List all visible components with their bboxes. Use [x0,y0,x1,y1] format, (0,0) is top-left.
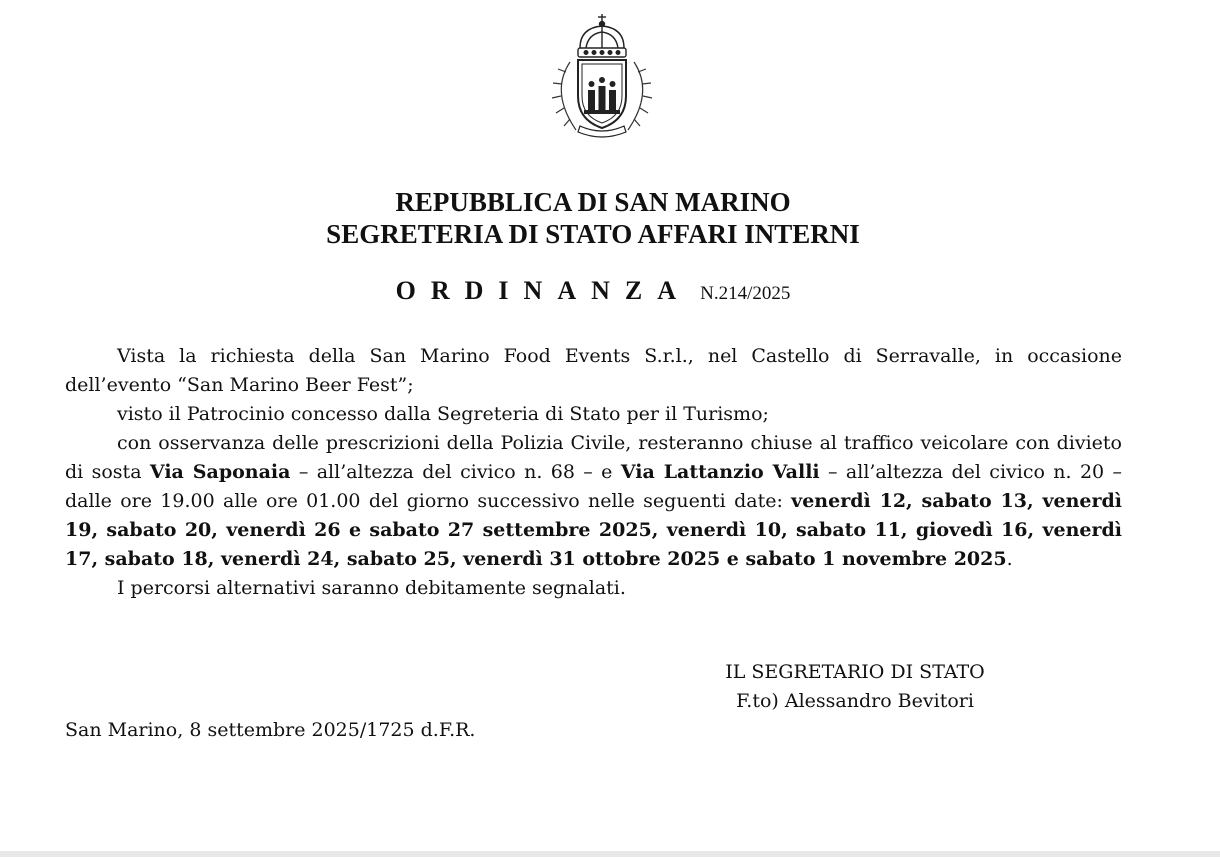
paragraph-detours: I percorsi alternativi saranno debitamente segnalati. [117,577,626,599]
san-marino-coat-of-arms-icon [546,12,658,140]
closure-dates: venerdì 12, sabato 13, venerdì 19, sabato 20, venerdì 26 e sabato 27 settembre 2025, venerdì 10, sabato 11, giovedì 16, venerdì 17, sabato 18, venerdì 24, sabato 25, venerdì 31 ottobre 2025 e sabato 1 novembre 2025 [65,490,1122,570]
street-via-lattanzio-valli: Via Lattanzio Valli [620,461,820,483]
paragraph-closure [65,429,1122,574]
title-line-1: REPUBBLICA DI SAN MARINO [395,187,791,217]
paragraph-patronage: visto il Patrocinio concesso dalla Segreteria di Stato per il Turismo; [117,403,769,425]
page-bottom-edge [0,851,1220,857]
closure-text-end: . [1006,548,1013,570]
signature-name: F.to) Alessandro Bevitori [736,690,974,712]
street-via-saponaia: Via Saponaia [149,461,291,483]
signature-block [690,658,1020,716]
ordinanza-word: ORDINANZA [395,276,691,305]
closure-text-b: – all’altezza del civico n. 68 – e [290,461,621,483]
signature-title: IL SEGRETARIO DI STATO [725,661,985,683]
place-and-date: San Marino, 8 settembre 2025/1725 d.F.R. [65,719,476,741]
paragraph-request: Vista la richiesta della San Marino Food Events S.r.l., nel Castello di Serravalle, in occasione dell’evento “San Marino Beer Fest”; [65,345,1122,396]
ordinance-body [65,342,1122,603]
closure-text-a: con osservanza delle prescrizioni della Polizia Civile, resteranno chiuse al traffico veicolare con divieto di sosta [65,432,1122,483]
closure-text-c: – all’altezza del civico n. 20 – dalle ore 19.00 alle ore 01.00 del giorno successivo nelle seguenti date: [65,461,1123,512]
title-line-2: SEGRETERIA DI STATO AFFARI INTERNI [326,219,860,249]
ordinanza-number: N.214/2025 [700,283,791,304]
ordinanza-heading [0,276,1186,306]
